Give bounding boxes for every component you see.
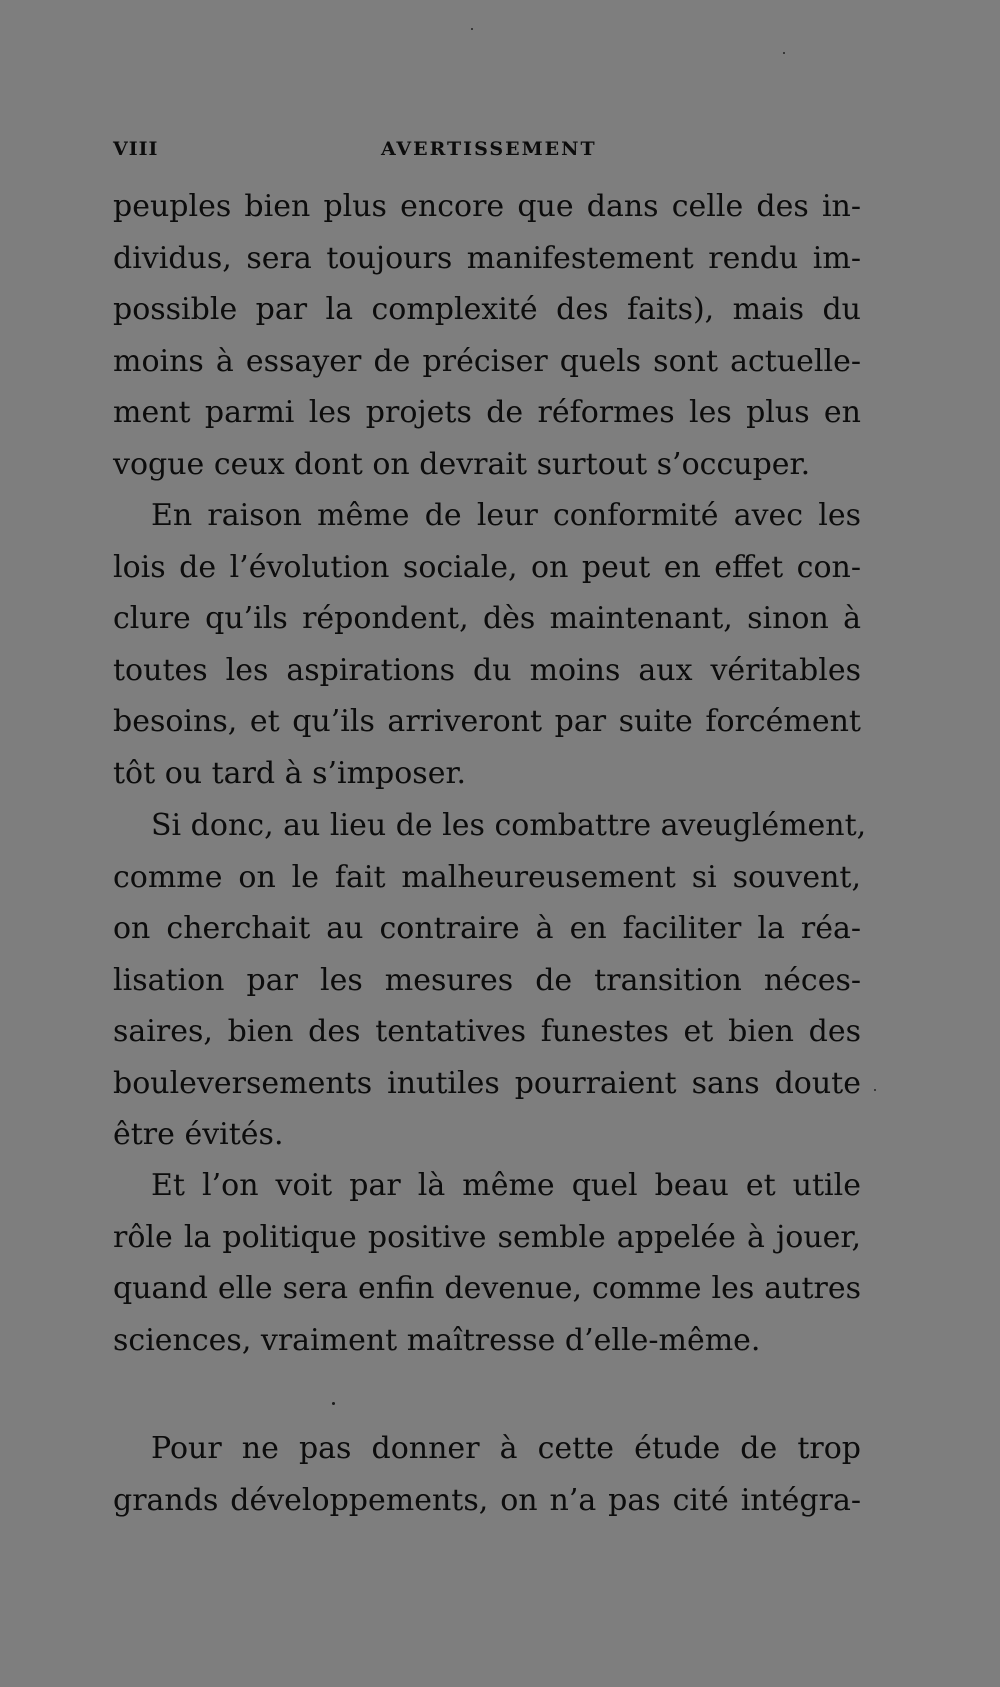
running-head xyxy=(113,138,863,168)
text-line: besoins, et qu’ils arriveront par suite forcément xyxy=(113,704,861,739)
paragraph xyxy=(113,181,861,490)
text-line: saires, bien des tentatives funestes et bien des xyxy=(113,1014,861,1049)
scan-speck xyxy=(874,1089,876,1091)
text-line: quand elle sera enfin devenue, comme les autres xyxy=(113,1271,861,1306)
text-line: lisation par les mesures de transition néces- xyxy=(113,962,861,998)
text-line: vogue ceux dont on devrait surtout s’occuper. xyxy=(113,446,811,482)
text-line: rôle la politique positive semble appelée à jouer, xyxy=(113,1219,861,1255)
text-line: bouleversements inutiles pourraient sans doute xyxy=(113,1065,861,1101)
text-line: être évités. xyxy=(113,1117,284,1152)
text-line: peuples bien plus encore que dans celle des in- xyxy=(113,189,861,224)
section-separator-dot xyxy=(332,1402,335,1405)
scan-speck xyxy=(471,28,473,30)
text-line: toutes les aspirations du moins aux véritables xyxy=(113,652,861,688)
text-line: grands développements, on n’a pas cité intégra- xyxy=(113,1482,861,1518)
text-line: Pour ne pas donner à cette étude de trop xyxy=(151,1431,861,1466)
paragraph xyxy=(113,1423,861,1526)
text-line: on cherchait au contraire à en faciliter la réa- xyxy=(113,911,861,946)
paragraph xyxy=(113,1160,861,1366)
running-title: AVERTISSEMENT xyxy=(381,138,597,160)
paragraph xyxy=(113,490,861,799)
text-line: clure qu’ils répondent, dès maintenant, sinon à xyxy=(113,601,861,636)
text-line: ment parmi les projets de réformes les plus en xyxy=(113,395,861,430)
text-line: possible par la complexité des faits), mais du xyxy=(113,292,861,327)
text-line: comme on le fait malheureusement si souvent, xyxy=(113,859,861,895)
text-line: sciences, vraiment maîtresse d’elle-même. xyxy=(113,1322,761,1358)
text-line: tôt ou tard à s’imposer. xyxy=(113,755,467,791)
scan-speck xyxy=(783,52,785,54)
text-line: En raison même de leur conformité avec les xyxy=(151,498,861,533)
text-line: dividus, sera toujours manifestement rendu im- xyxy=(113,240,861,276)
text-line: Et l’on voit par là même quel beau et utile xyxy=(151,1168,861,1203)
text-line: moins à essayer de préciser quels sont actuelle- xyxy=(113,343,861,379)
text-line: Si donc, au lieu de les combattre aveuglément, xyxy=(151,808,867,843)
text-line: lois de l’évolution sociale, on peut en effet con- xyxy=(113,549,861,585)
paragraph xyxy=(113,800,867,1161)
page-number: VIII xyxy=(113,138,159,160)
